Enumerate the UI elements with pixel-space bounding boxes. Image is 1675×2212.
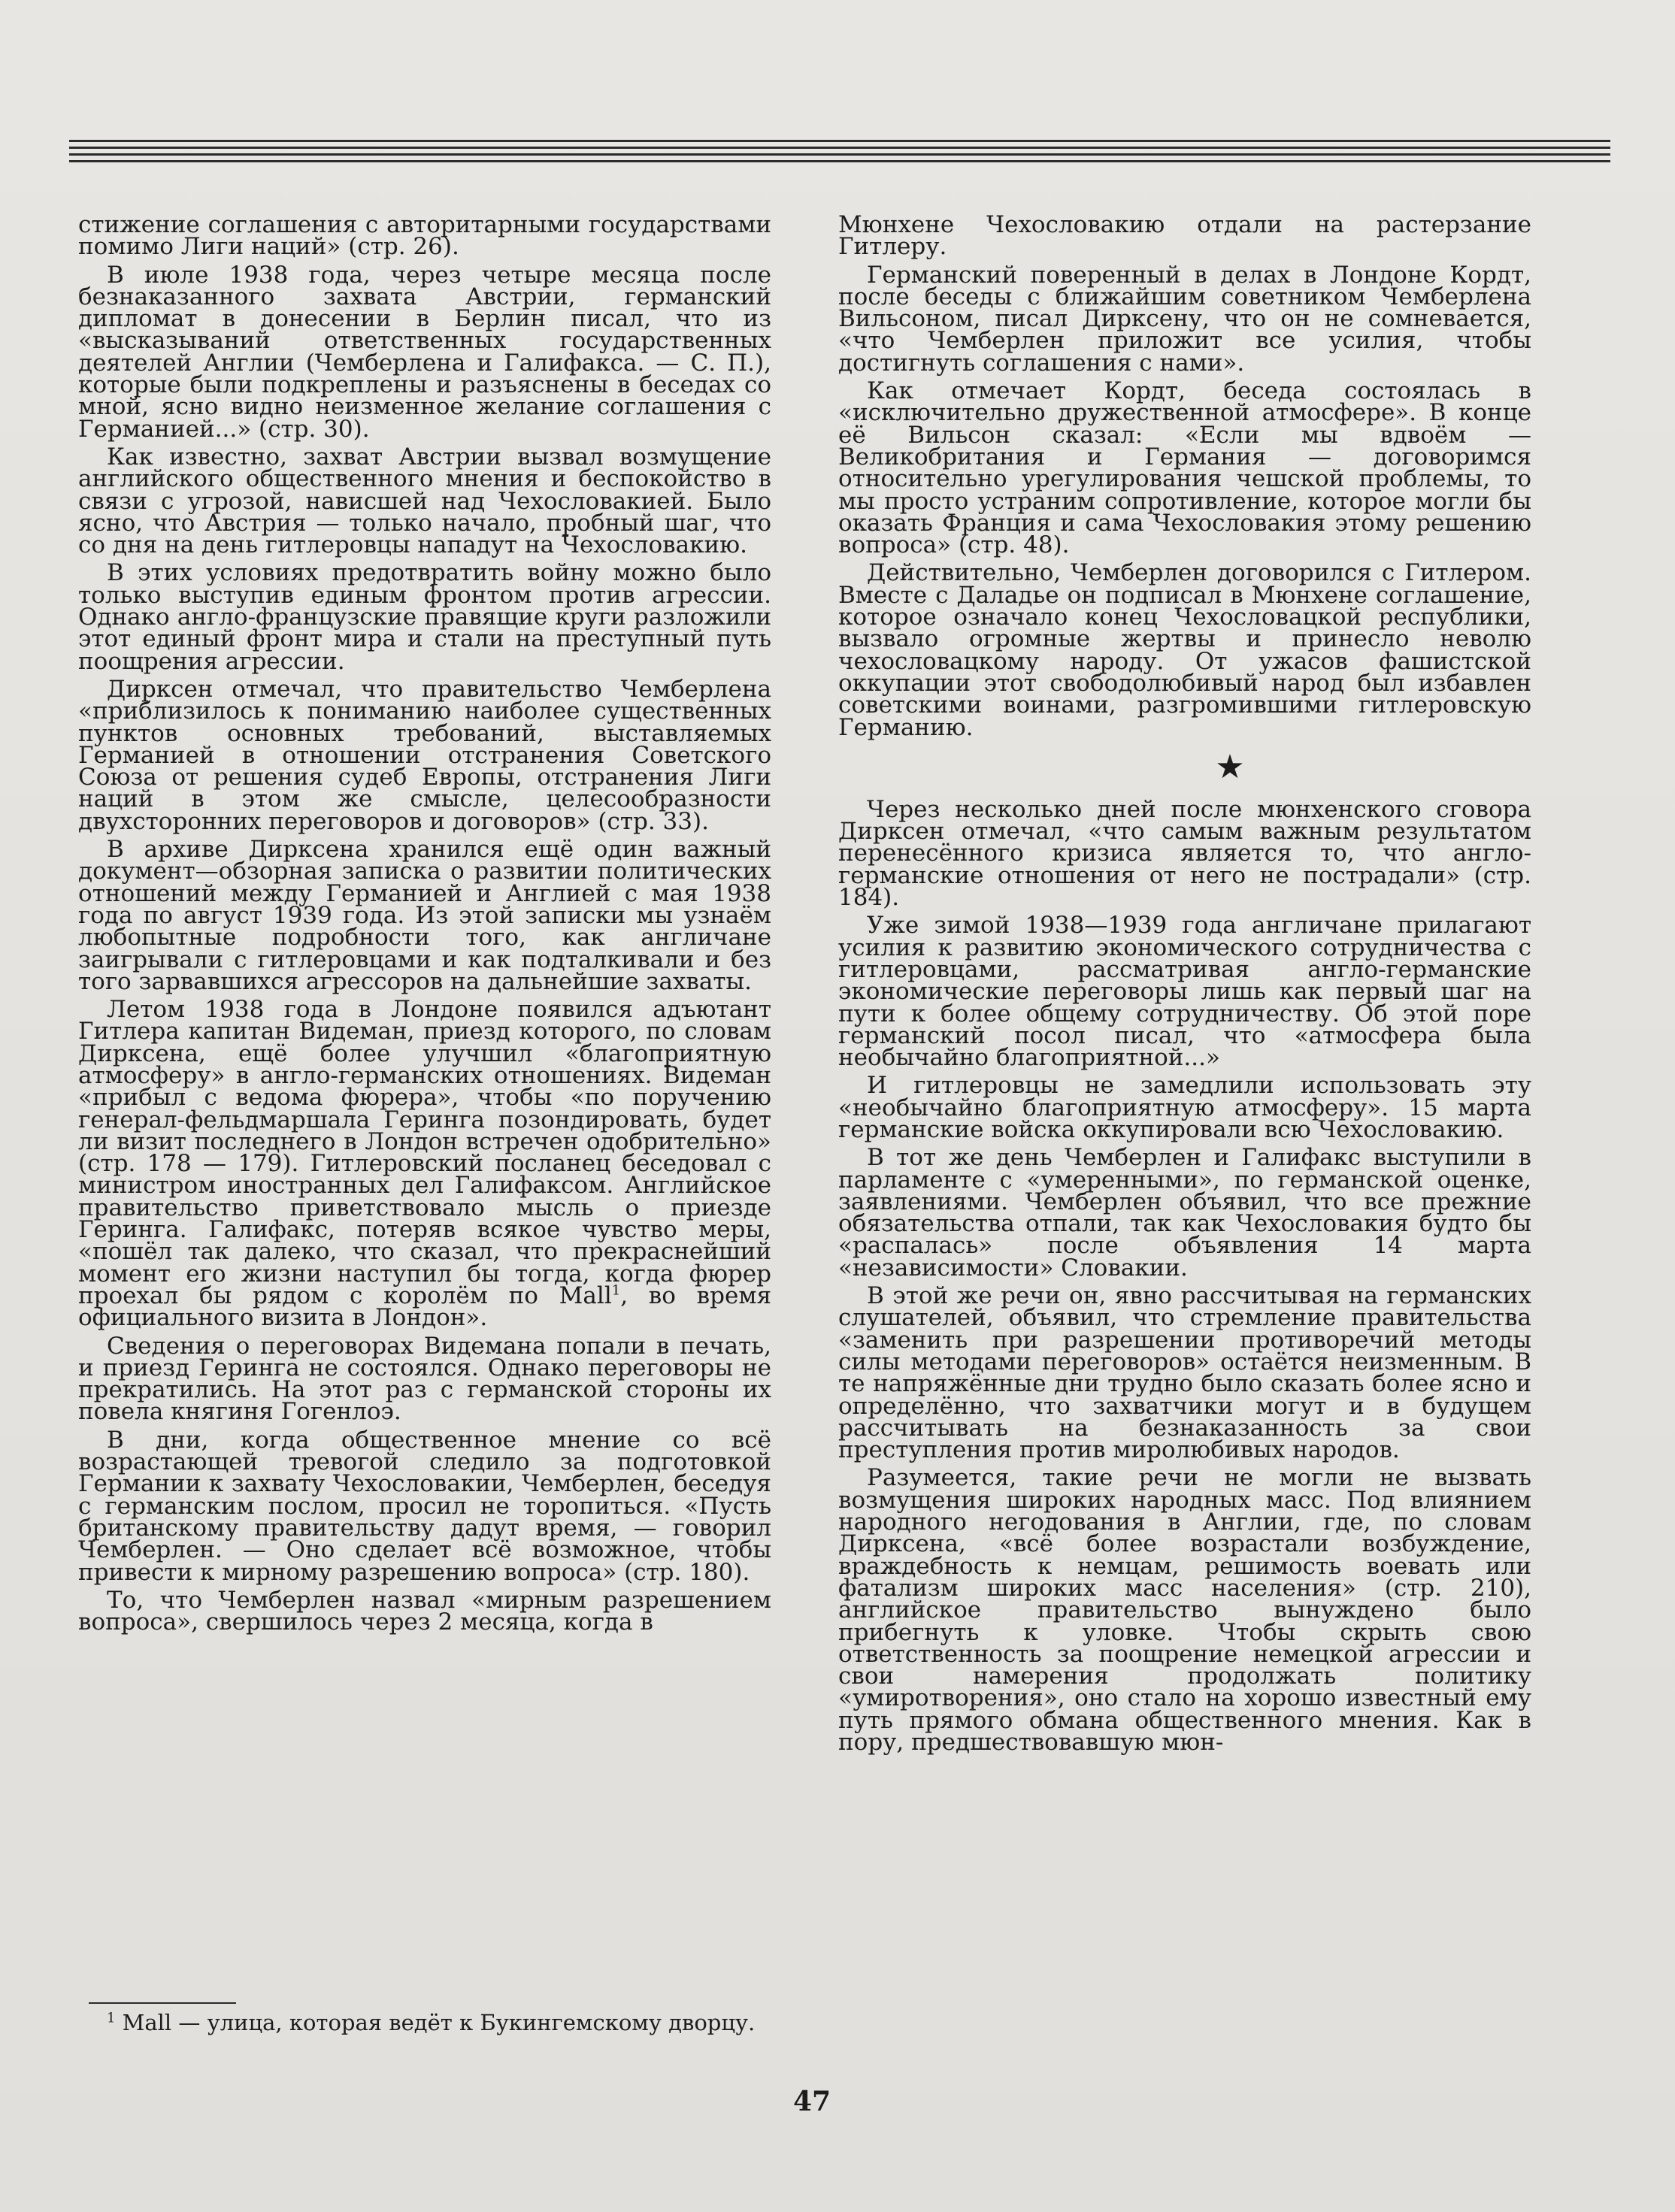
paragraph: Дирксен отмечал, что правительство Чемберлена «приблизилось к пониманию наиболее существенных пунктов основных требований, выставляемых Германией в отношении отстранения Советского Союза от решения судеб Европы, отстранения Лиги наций в этом же смысле, целесообразности двухсторонних переговоров и договоров» (стр. 33).: [78, 675, 771, 835]
footnote-text: Mall — улица, которая ведёт к Букингемскому дворцу.: [122, 2010, 756, 2035]
paragraph: И гитлеровцы не замедлили использовать эту «необычайно благоприятную атмосферу». 15 марта германские войска оккупировали всю Чехословакию.: [838, 1072, 1531, 1143]
right-column: [838, 211, 1531, 1756]
paragraph: В дни, когда общественное мнение со всё возрастающей тревогой следило за подготовкой Германии к захвату Чехословакии, Чемберлен, беседуя с германским послом, просил не торопиться. «Пусть британскому правительству дадут время, — говорил Чемберлен. — Оно сделает всё возможное, чтобы привести к мирному разрешению вопроса» (стр. 180).: [78, 1426, 771, 1586]
paragraph: Через несколько дней после мюнхенского сговора Дирксен отмечал, «что самым важным результатом перенесённого кризиса является то, что англо-германские отношения от него не пострадали» (стр. 184).: [838, 795, 1531, 912]
section-divider-star-icon: ★: [1215, 747, 1245, 786]
left-column: [78, 211, 771, 1639]
paragraph: Уже зимой 1938—1939 года англичане прилагают усилия к развитию экономического сотрудничества с гитлеровцами, рассматривая англо-германские экономические переговоры лишь как первый шаг на пути к более общему сотрудничеству. Об этой поре германский посол писал, что «атмосфера была необычайно благоприятной...»: [838, 912, 1531, 1072]
paragraph: стижение соглашения с авторитарными государствами помимо Лиги наций» (стр. 26).: [78, 211, 771, 261]
footnote-reference: 1: [611, 1282, 621, 1299]
paragraph: В архиве Дирксена хранился ещё один важный документ—обзорная записка о развитии политических отношений между Германией и Англией с мая 1938 года по август 1939 года. Из этой записки мы узнаём любопытные подробности того, как англичане заигрывали с гитлеровцами и как подталкивали и без того зарвавшихся агрессоров на дальнейшие захваты.: [78, 836, 771, 995]
footnote-rule: [89, 2002, 236, 2004]
paragraph: Как известно, захват Австрии вызвал возмущение английского общественного мнения и беспокойство в связи с угрозой, нависшей над Чехословакией. Было ясно, что Австрия — только начало, пробный шаг, что со дня на день гитлеровцы нападут на Чехословакию.: [78, 443, 771, 559]
paragraph: В этих условиях предотвратить войну можно было только выступив единым фронтом против агрессии. Однако англо-французские правящие круги разложили этот единый фронт мира и стали на преступный путь поощрения агрессии.: [78, 559, 771, 675]
paragraph: В этой же речи он, явно рассчитывая на германских слушателей, объявил, что стремление правительства «заменить при разрешении противоречий методы силы методами переговоров» остаётся неизменным. В те напряжённые дни трудно было сказать более ясно и определённо, что захватчики могут и в будущем рассчитывать на безнаказанность за свои преступления против миролюбивых народов.: [838, 1282, 1531, 1464]
paragraph: То, что Чемберлен назвал «мирным разрешением вопроса», свершилось через 2 месяца, когда в: [78, 1586, 771, 1636]
footnote-marker: 1: [107, 2010, 116, 2026]
paragraph: В тот же день Чемберлен и Галифакс выступили в парламенте с «умеренными», по германской оценке, заявлениями. Чемберлен объявил, что все прежние обязательства отпали, так как Чехословакия будто бы «распалась» после объявления 14 марта «независимости» Словакии.: [838, 1144, 1531, 1282]
paragraph-text: Летом 1938 года в Лондоне появился адъютант Гитлера капитан Видеман, приезд которого, по словам Дирксена, ещё более улучшил «благоприятную атмосферу» в англо-германских отношениях. Видеман «прибыл с ведома фюрера», чтобы «по поручению генерал-фельдмаршала Геринга позондировать, будет ли визит последнего в Лондон встречен одобрительно» (стр. 178 — 179). Гитлеровский посланец беседовал с министром иностранных дел Галифаксом. Английское правительство приветствовало мысль о приезде Геринга. Галифакс, потеряв всякое чувство меры, «пошёл так далеко, что сказал, что прекраснейший момент его жизни наступил бы тогда, когда фюрер проехал бы рядом с королём по Mall: [78, 996, 771, 1309]
paragraph: Германский поверенный в делах в Лондоне Кордт, после беседы с ближайшим советником Чемберлена Вильсоном, писал Дирксену, что он не сомневается, «что Чемберлен приложит все усилия, чтобы достигнуть соглашения с нами».: [838, 261, 1531, 377]
paragraph: Как отмечает Кордт, беседа состоялась в «исключительно дружественной атмосфере». В конце её Вильсон сказал: «Если мы вдвоём — Великобритания и Германия — договоримся относительно урегулирования чешской проблемы, то мы просто устраним сопротивление, которое могли бы оказать Франция и сама Чехословакия этому решению вопроса» (стр. 48).: [838, 377, 1531, 559]
paragraph: Разумеется, такие речи не могли не вызвать возмущения широких народных масс. Под влиянием народного негодования в Англии, где, по словам Дирксена, «всё более возрастали возбуждение, враждебность к немцам, решимость воевать или фатализм широких масс населения» (стр. 210), английское правительство вынуждено было прибегнуть к уловке. Чтобы скрыть свою ответственность за поощрение немецкой агрессии и свои намерения продолжать политику «умиротворения», оно стало на хорошо известный ему путь прямого обмана общественного мнения. Как в пору, предшествовавшую мюн-: [838, 1464, 1531, 1756]
paragraph: Действительно, Чемберлен договорился с Гитлером. Вместе с Даладье он подписал в Мюнхене соглашение, которое означало конец Чехословацкой республики, вызвало огромные жертвы и принесло неволю чехословацкому народу. От ужасов фашистской оккупации этот свободолюбивый народ был избавлен советскими воинами, разгромившими гитлеровскую Германию.: [838, 559, 1531, 741]
paragraph: Сведения о переговорах Видемана попали в печать, и приезд Геринга не состоялся. Однако переговоры не прекратились. На этот раз с германской стороны их повела княгиня Гогенлоэ.: [78, 1332, 771, 1426]
page-number: 47: [792, 2086, 831, 2117]
paragraph: [78, 996, 771, 1332]
paragraph-text: , во время официального визита в Лондон».: [78, 1282, 771, 1332]
paragraph: В июле 1938 года, через четыре месяца после безнаказанного захвата Австрии, германский дипломат в донесении в Берлин писал, что из «высказываний ответственных государственных деятелей Англии (Чемберлена и Галифакса. — С. П.), которые были подкреплены и разъяснены в беседах со мной, ясно видно неизменное желание соглашения с Германией...» (стр. 30).: [78, 261, 771, 443]
footnote: [78, 2011, 771, 2035]
header-rule: [69, 140, 1610, 167]
paragraph: Мюнхене Чехословакию отдали на растерзание Гитлеру.: [838, 211, 1531, 261]
footnote-body: [78, 2011, 771, 2035]
